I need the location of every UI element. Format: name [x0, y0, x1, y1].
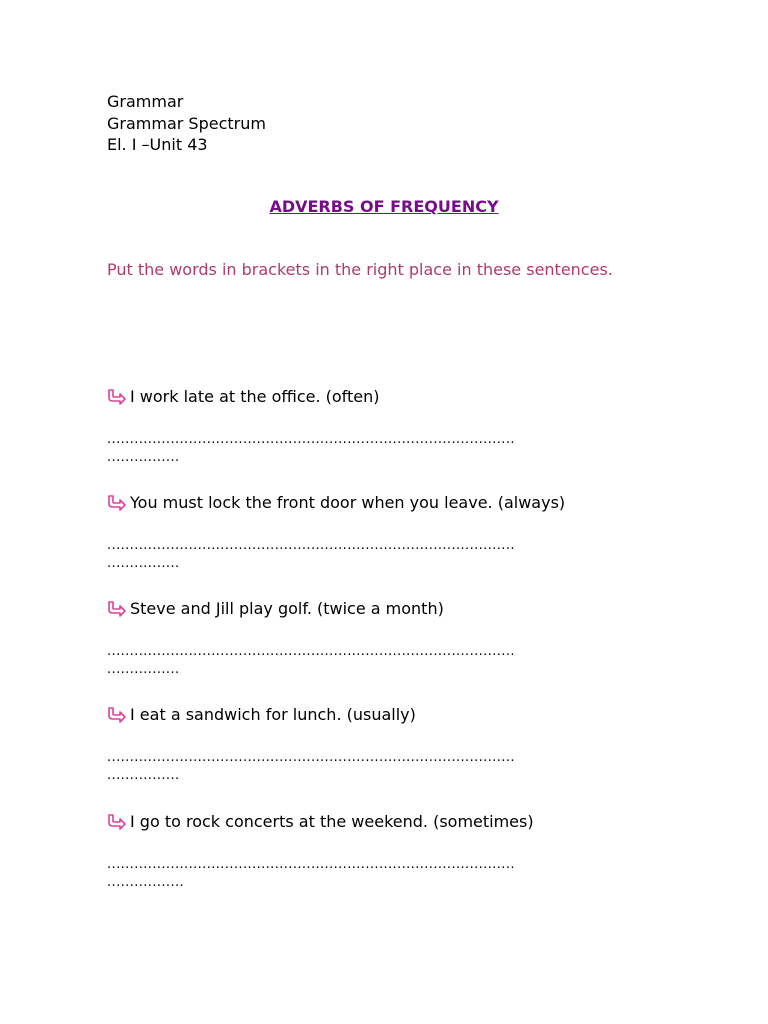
exercise-item: [107, 598, 667, 679]
instruction-text: Put the words in brackets in the right place in these sentences.: [107, 260, 613, 279]
exercise-sentence: I work late at the office. (often): [130, 387, 380, 406]
exercise-item: [107, 704, 667, 785]
book-label: Grammar Spectrum: [107, 114, 266, 133]
exercise-item: [107, 492, 667, 573]
page-title: ADVERBS OF FREQUENCY: [269, 197, 499, 216]
hand-pointer-icon: [107, 600, 127, 618]
exercise-prompt: [107, 598, 667, 620]
exercise-item: [107, 386, 667, 467]
exercise-item: [107, 811, 667, 892]
hand-pointer-icon: [107, 706, 127, 724]
hand-pointer-icon: [107, 388, 127, 406]
exercise-prompt: [107, 492, 667, 514]
exercise-sentence: You must lock the front door when you leave. (always): [130, 493, 566, 512]
subject-label: Grammar: [107, 92, 184, 111]
hand-pointer-icon: [107, 494, 127, 512]
exercise-sentence: I eat a sandwich for lunch. (usually): [130, 705, 416, 724]
answer-line[interactable]: .......................................................................................... ................: [107, 644, 515, 677]
answer-line[interactable]: .......................................................................................... .................: [107, 857, 515, 890]
exercise-sentence: Steve and Jill play golf. (twice a month): [130, 599, 444, 618]
answer-line[interactable]: .......................................................................................... ................: [107, 432, 515, 465]
exercise-prompt: [107, 704, 667, 726]
exercise-prompt: [107, 386, 667, 408]
hand-pointer-icon: [107, 813, 127, 831]
answer-line[interactable]: .......................................................................................... ................: [107, 750, 515, 783]
exercise-sentence: I go to rock concerts at the weekend. (sometimes): [130, 812, 534, 831]
unit-label: El. I –Unit 43: [107, 135, 208, 154]
answer-line[interactable]: .......................................................................................... ................: [107, 538, 515, 571]
exercise-prompt: [107, 811, 667, 833]
